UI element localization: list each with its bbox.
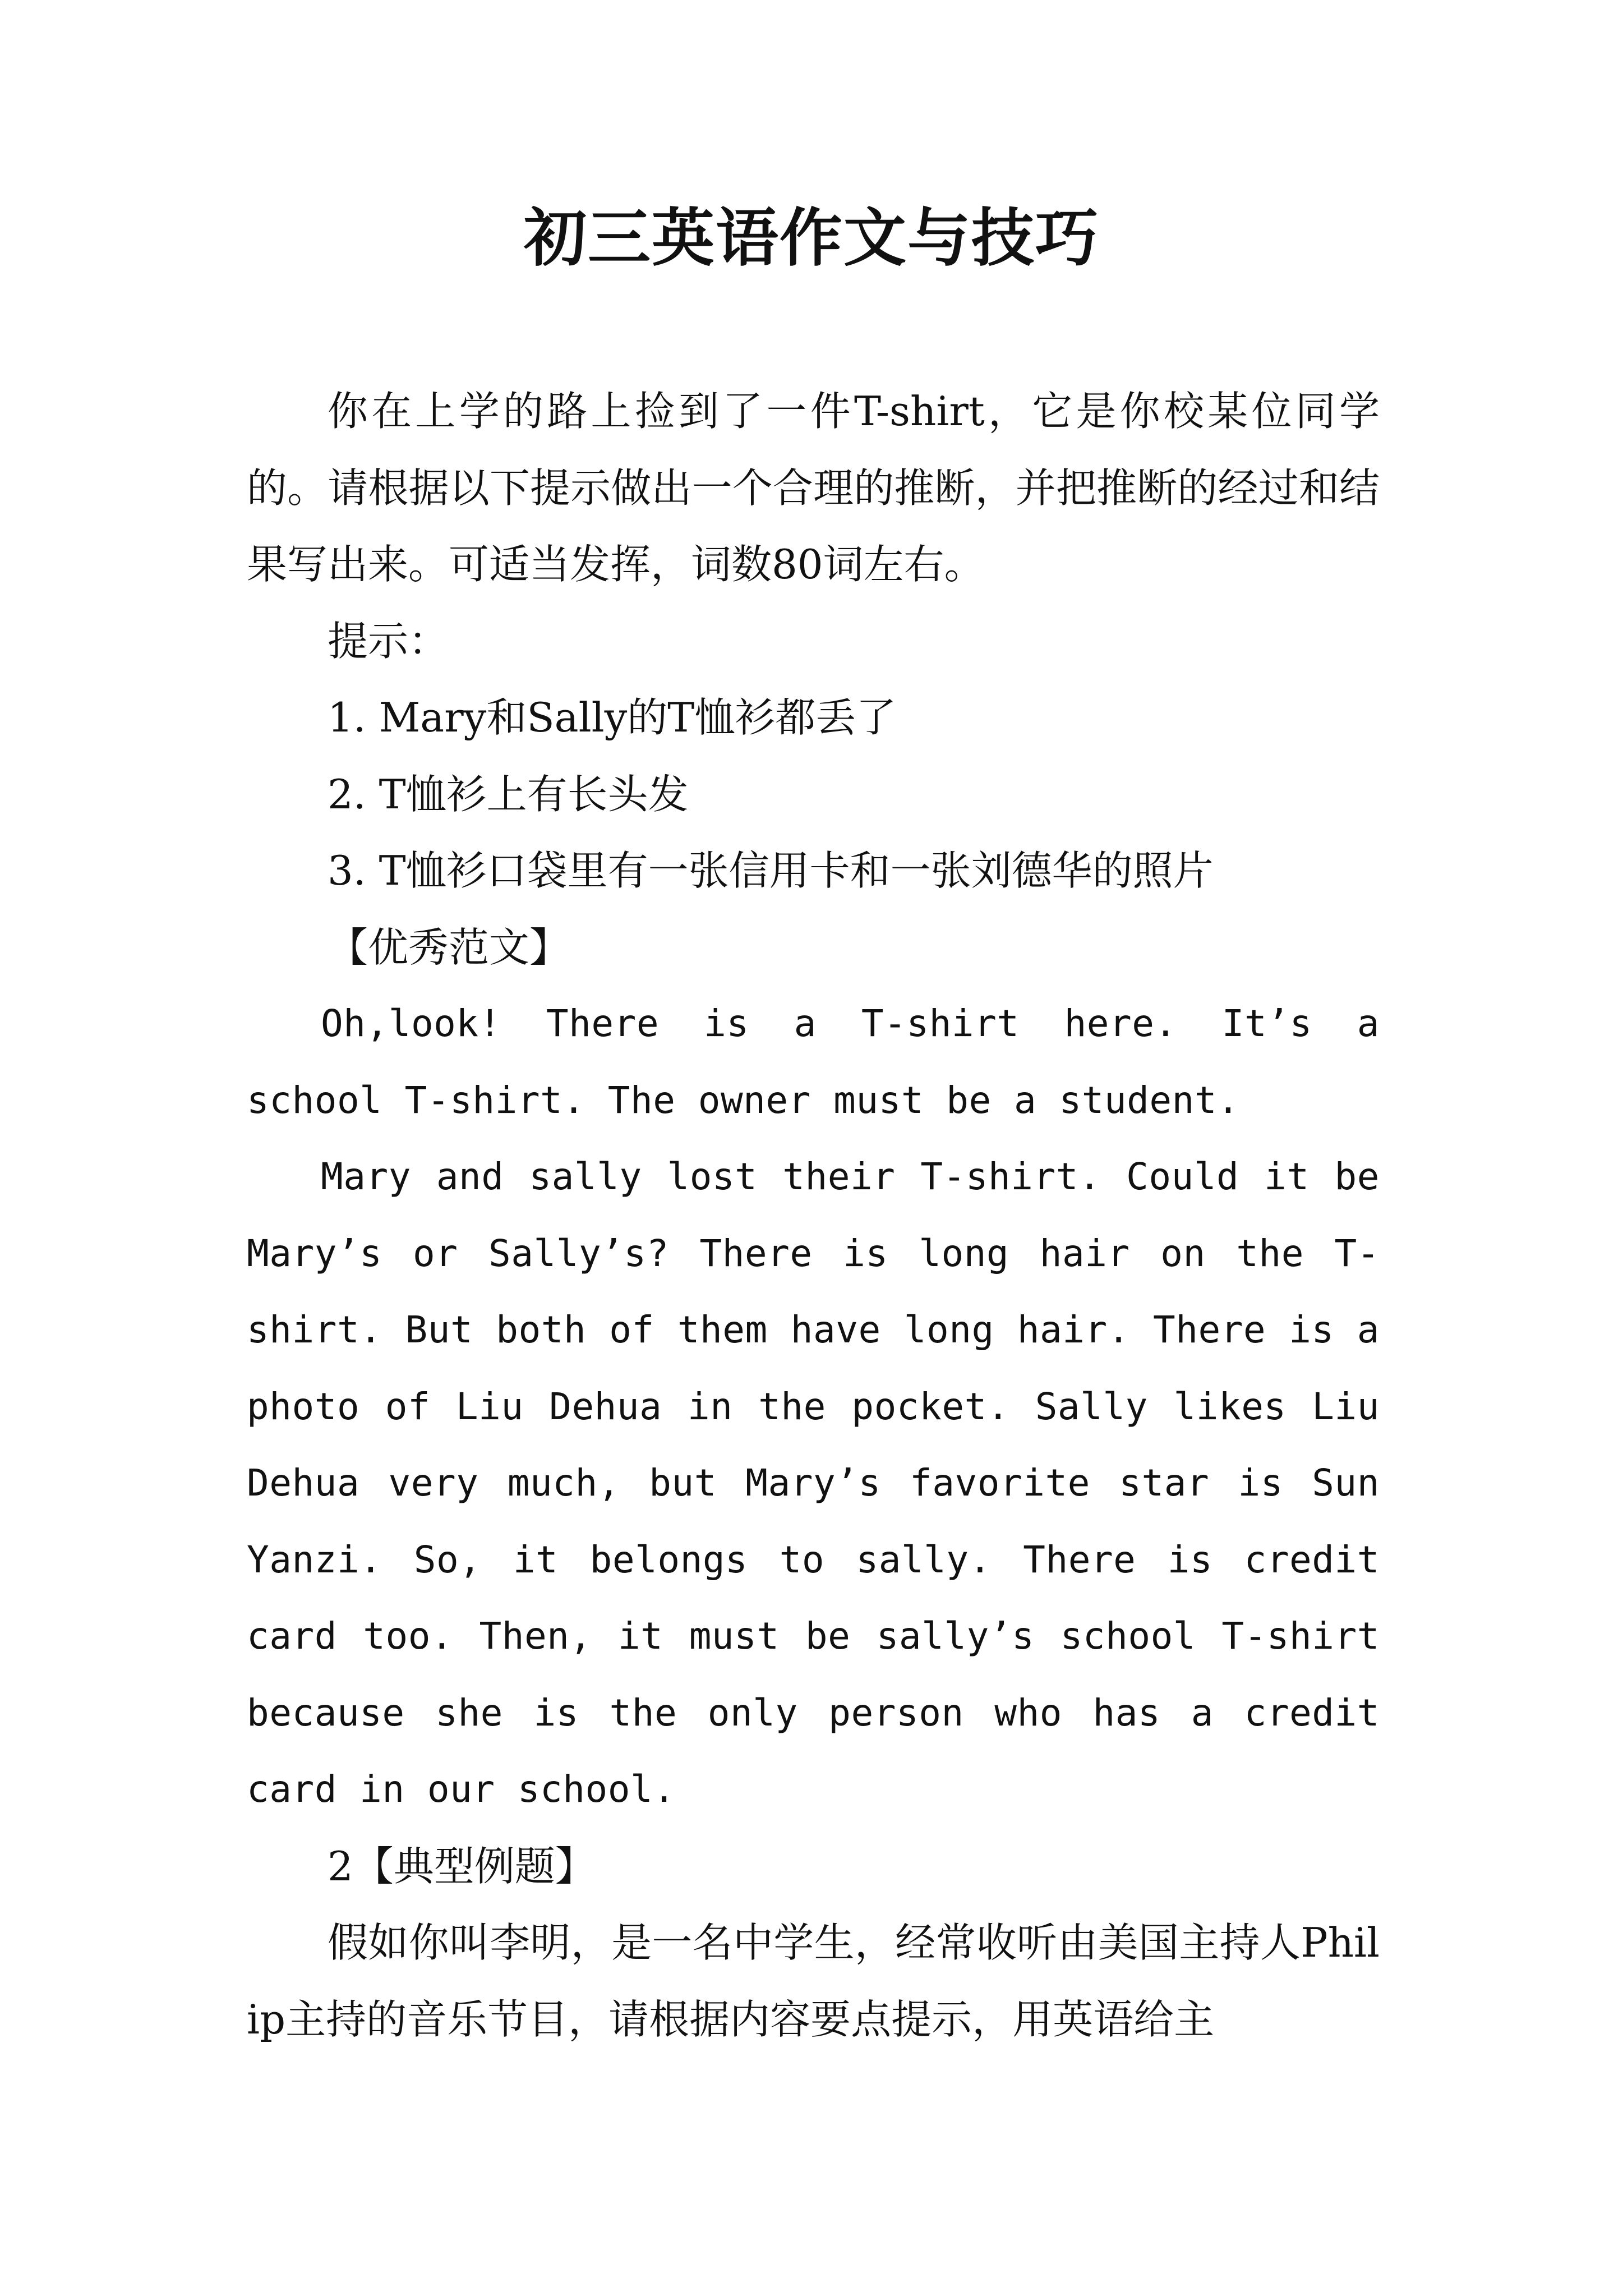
document-title: 初三英语作文与技巧 — [524, 201, 1099, 275]
hint-heading: 提示： — [328, 617, 449, 665]
model-essay-paragraph-1: Oh,look! There is a T-shirt here. It’s a school T-shirt. The owner must be a student. — [247, 1002, 1380, 1122]
hint-item-1: 1. Mary和Sally的T恤衫都丢了 — [328, 694, 897, 741]
document-body — [247, 373, 1380, 2058]
hint-item-2: 2. T恤衫上有长头发 — [328, 770, 689, 818]
example-heading: 2【典型例题】 — [328, 1842, 596, 1890]
model-essay-heading: 【优秀范文】 — [328, 923, 570, 971]
task-description-paragraph: 你在上学的路上捡到了一件T-shirt，它是你校某位同学的。请根据以下提示做出一个合理的推断，并把推断的经过和结果写出来。可适当发挥，词数80词左右。 — [247, 388, 1380, 588]
example-task-paragraph: 假如你叫李明，是一名中学生，经常收听由美国主持人Philip主持的音乐节目，请根据内容要点提示，用英语给主 — [247, 1919, 1380, 2043]
model-essay-paragraph-2: Mary and sally lost their T-shirt. Could it be Mary’s or Sally’s? There is long hair on the T-shirt. But both of them have long hair. There is a photo of Liu Dehua in the pocket. Sally likes Liu Dehua very much, but Mary’s favorite star is Sun Yanzi. So, it belongs to sally. There is credit card too. Then, it must be sally’s school T-shirt because she is the only person who has a credit card in our school. — [247, 1155, 1380, 1811]
hint-item-3: 3. T恤衫口袋里有一张信用卡和一张刘德华的照片 — [328, 847, 1214, 894]
